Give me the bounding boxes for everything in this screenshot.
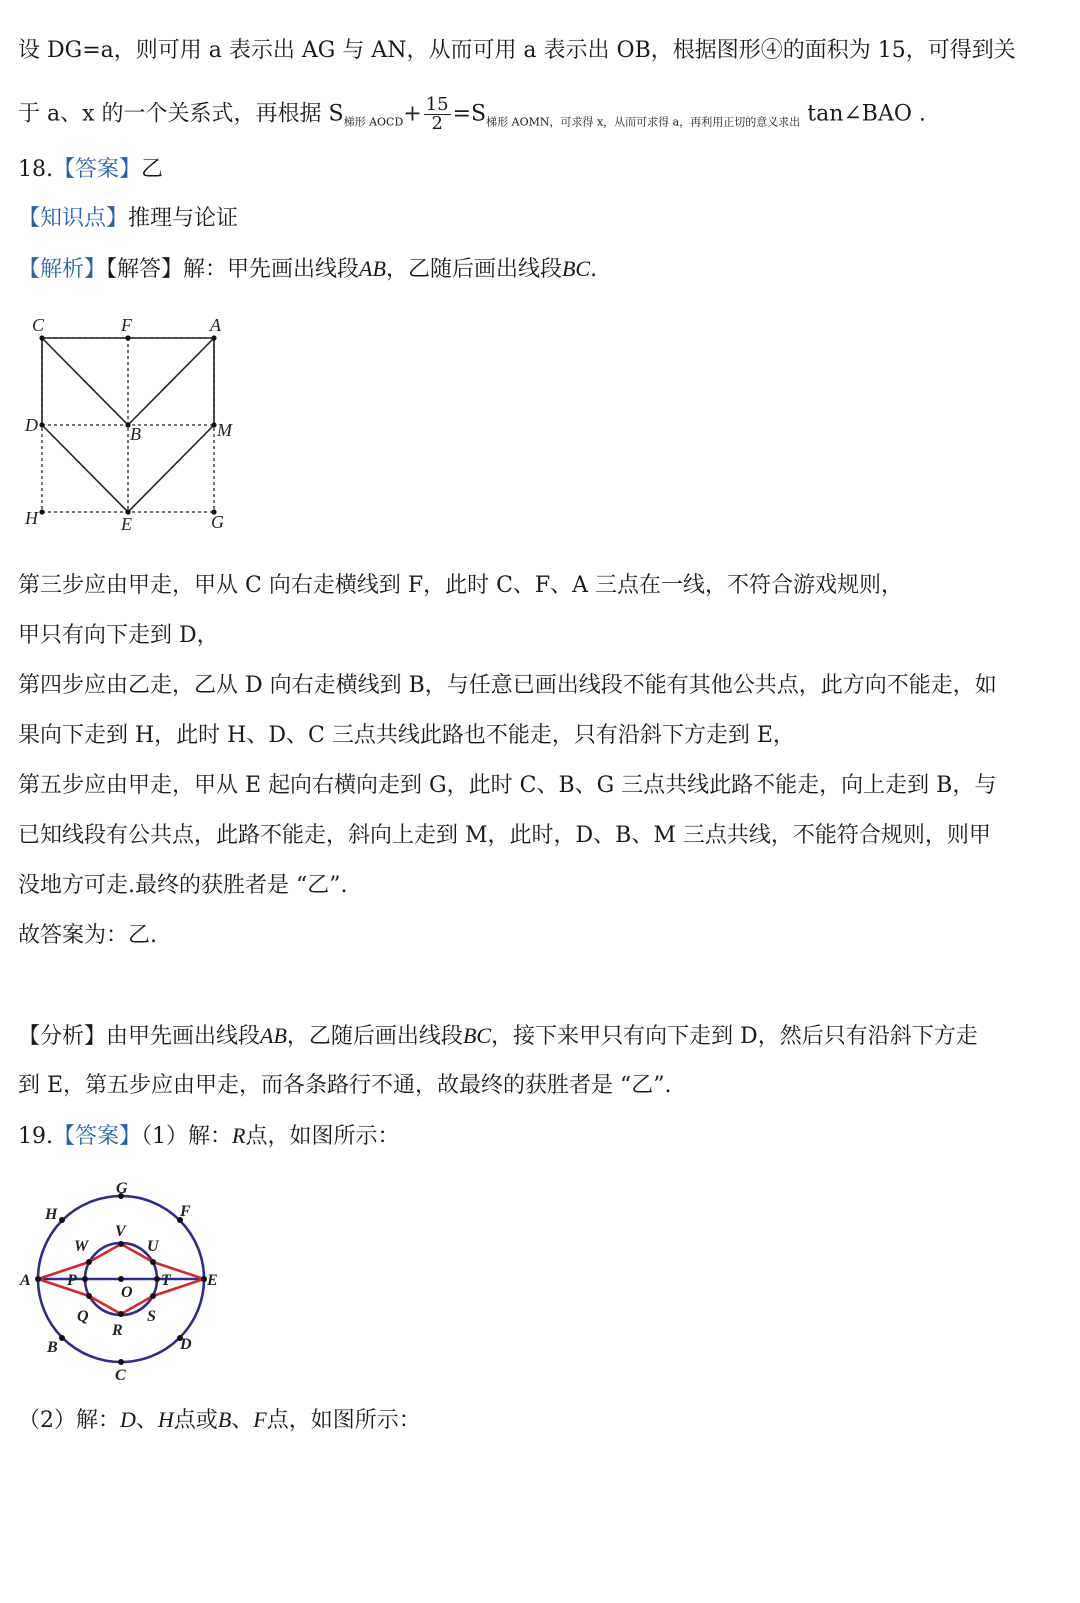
label-p: P bbox=[67, 1272, 77, 1289]
q18-solution-mid: ，乙随后画出线段 bbox=[385, 257, 562, 282]
fraction-denominator: 2 bbox=[431, 113, 443, 134]
q18-fenxi-pre: 由甲先画出线段 bbox=[106, 1024, 261, 1049]
segment-bc: BC bbox=[561, 256, 591, 281]
q18-solution-tag: 【解答】 bbox=[106, 257, 184, 282]
q18-fenxi-post: ，接下来甲只有向下走到 D，然后只有沿斜下方走 bbox=[491, 1024, 978, 1049]
label-v: V bbox=[115, 1223, 126, 1240]
label-o: O bbox=[121, 1284, 133, 1301]
label-d: D bbox=[25, 415, 38, 435]
label-w: W bbox=[74, 1238, 89, 1255]
q19-answer-tag: 【答案】 bbox=[53, 1124, 142, 1149]
q18-para-7: 没地方可走.最终的获胜者是 “乙”. bbox=[18, 873, 348, 898]
q18-answer-tag: 【答案】 bbox=[53, 157, 142, 182]
fraction-numerator: 15 bbox=[425, 94, 449, 115]
q19-part2-mid: 点或 bbox=[173, 1408, 218, 1433]
label-a2: A bbox=[20, 1272, 31, 1289]
label-d2: D bbox=[180, 1336, 192, 1353]
fenxi-segment-bc: BC bbox=[462, 1023, 492, 1048]
label-q: Q bbox=[77, 1308, 89, 1325]
intro-line2-pre: 于 a、x 的一个关系式，再根据 S bbox=[18, 101, 344, 127]
q19-part1-pre: （1）解： bbox=[141, 1124, 233, 1149]
q18-knowledge-tag: 【知识点】 bbox=[18, 206, 129, 231]
label-m: M bbox=[217, 420, 232, 440]
q18-solution-pre: 解：甲先画出线段 bbox=[183, 257, 360, 282]
circle-figure bbox=[14, 1176, 234, 1386]
label-h2: H bbox=[45, 1206, 58, 1223]
label-g: G bbox=[211, 512, 224, 532]
q18-fenxi-line-1 bbox=[18, 1021, 978, 1052]
label-f: F bbox=[121, 315, 132, 335]
area-sub-aomn: 梯形 AOMN，可求得 x，从而可求得 a，再利用正切的意义求出 bbox=[486, 115, 801, 129]
q19-part2-post: 点，如图所示： bbox=[266, 1408, 421, 1433]
label-g2: G bbox=[116, 1180, 128, 1197]
q18-para-3: 第四步应由乙走，乙从 D 向右走横线到 B，与任意已画出线段不能有其他公共点，此方向不能走，如 bbox=[18, 673, 997, 698]
q18-answer: 乙 bbox=[141, 157, 164, 182]
segment-cb-line bbox=[42, 338, 128, 425]
q18-number: 18. bbox=[18, 157, 53, 182]
q19-point-d: D bbox=[120, 1407, 136, 1432]
q19-number: 19. bbox=[18, 1124, 53, 1149]
label-t: T bbox=[161, 1272, 171, 1289]
q18-para-5: 第五步应由甲走，甲从 E 起向右横向走到 G，此时 C、B、G 三点共线此路不能走，向上走到 B，与 bbox=[18, 773, 997, 798]
q18-fenxi-tag: 【分析】 bbox=[18, 1024, 107, 1049]
label-c2: C bbox=[115, 1367, 126, 1384]
fenxi-segment-ab: AB bbox=[260, 1023, 287, 1048]
label-e2: E bbox=[207, 1272, 218, 1289]
label-c: C bbox=[32, 315, 45, 335]
q18-fenxi-line-2: 到 E，第五步应由甲走，而各条路行不通，故最终的获胜者是 “乙”. bbox=[18, 1073, 672, 1098]
segment-ab: AB bbox=[359, 256, 386, 281]
q19-point-r: R bbox=[232, 1123, 246, 1148]
segment-ab-line bbox=[128, 338, 214, 425]
equal-sign: =S bbox=[452, 101, 487, 127]
q19-part2-pre: （2）解： bbox=[18, 1408, 120, 1433]
label-r: R bbox=[112, 1322, 123, 1339]
q18-analysis-tag: 【解析】 bbox=[18, 257, 107, 282]
q19-part2-line bbox=[18, 1405, 421, 1436]
intro-line-2 bbox=[18, 96, 926, 138]
q19-point-f: F bbox=[253, 1407, 267, 1432]
label-u: U bbox=[147, 1238, 159, 1255]
q18-knowledge: 推理与论证 bbox=[128, 206, 239, 231]
q19-sep1: 、 bbox=[135, 1408, 158, 1433]
q18-knowledge-line bbox=[18, 204, 238, 234]
q19-point-b: B bbox=[217, 1407, 232, 1432]
q18-para-1: 第三步应由甲走，甲从 C 向右走横线到 F，此时 C、F、A 三点在一线，不符合游戏规则， bbox=[18, 573, 904, 598]
fraction bbox=[424, 96, 451, 133]
label-b2: B bbox=[47, 1339, 58, 1356]
q19-answer-line bbox=[18, 1121, 399, 1152]
q18-fenxi-mid: ，乙随后画出线段 bbox=[286, 1024, 463, 1049]
intro-line-1: 设 DG=a，则可用 a 表示出 AG 与 AN，从而可用 a 表示出 OB，根据图形④的面积为 15，可得到关 bbox=[18, 38, 1016, 63]
red-path-upper bbox=[38, 1244, 204, 1279]
q19-sep2: 、 bbox=[231, 1408, 254, 1433]
label-e: E bbox=[121, 514, 132, 534]
label-a: A bbox=[210, 315, 221, 335]
label-s: S bbox=[147, 1308, 156, 1325]
grid-game-figure bbox=[20, 308, 240, 540]
label-h: H bbox=[25, 508, 38, 528]
q19-part1-post: 点，如图所示： bbox=[245, 1124, 400, 1149]
q18-answer-line bbox=[18, 155, 163, 185]
area-sub-aocd: 梯形 AOCD bbox=[343, 115, 404, 129]
q18-para-4: 果向下走到 H，此时 H、D、C 三点共线此路也不能走，只有沿斜下方走到 E， bbox=[18, 723, 795, 748]
q18-solution-end: . bbox=[590, 257, 598, 282]
tan-expression: tan∠BAO . bbox=[807, 101, 926, 127]
label-b: B bbox=[130, 424, 141, 444]
q18-para-8: 故答案为：乙. bbox=[18, 923, 157, 948]
q19-point-h: H bbox=[157, 1407, 174, 1432]
q18-solution-line bbox=[18, 254, 597, 285]
label-f2: F bbox=[180, 1203, 191, 1220]
q18-para-6: 已知线段有公共点，此路不能走，斜向上走到 M，此时，D、B、M 三点共线，不能符合规则，则甲 bbox=[18, 823, 991, 848]
plus-sign: + bbox=[403, 101, 422, 127]
segment-de-line bbox=[42, 425, 128, 512]
q18-para-2: 甲只有向下走到 D， bbox=[18, 623, 219, 648]
